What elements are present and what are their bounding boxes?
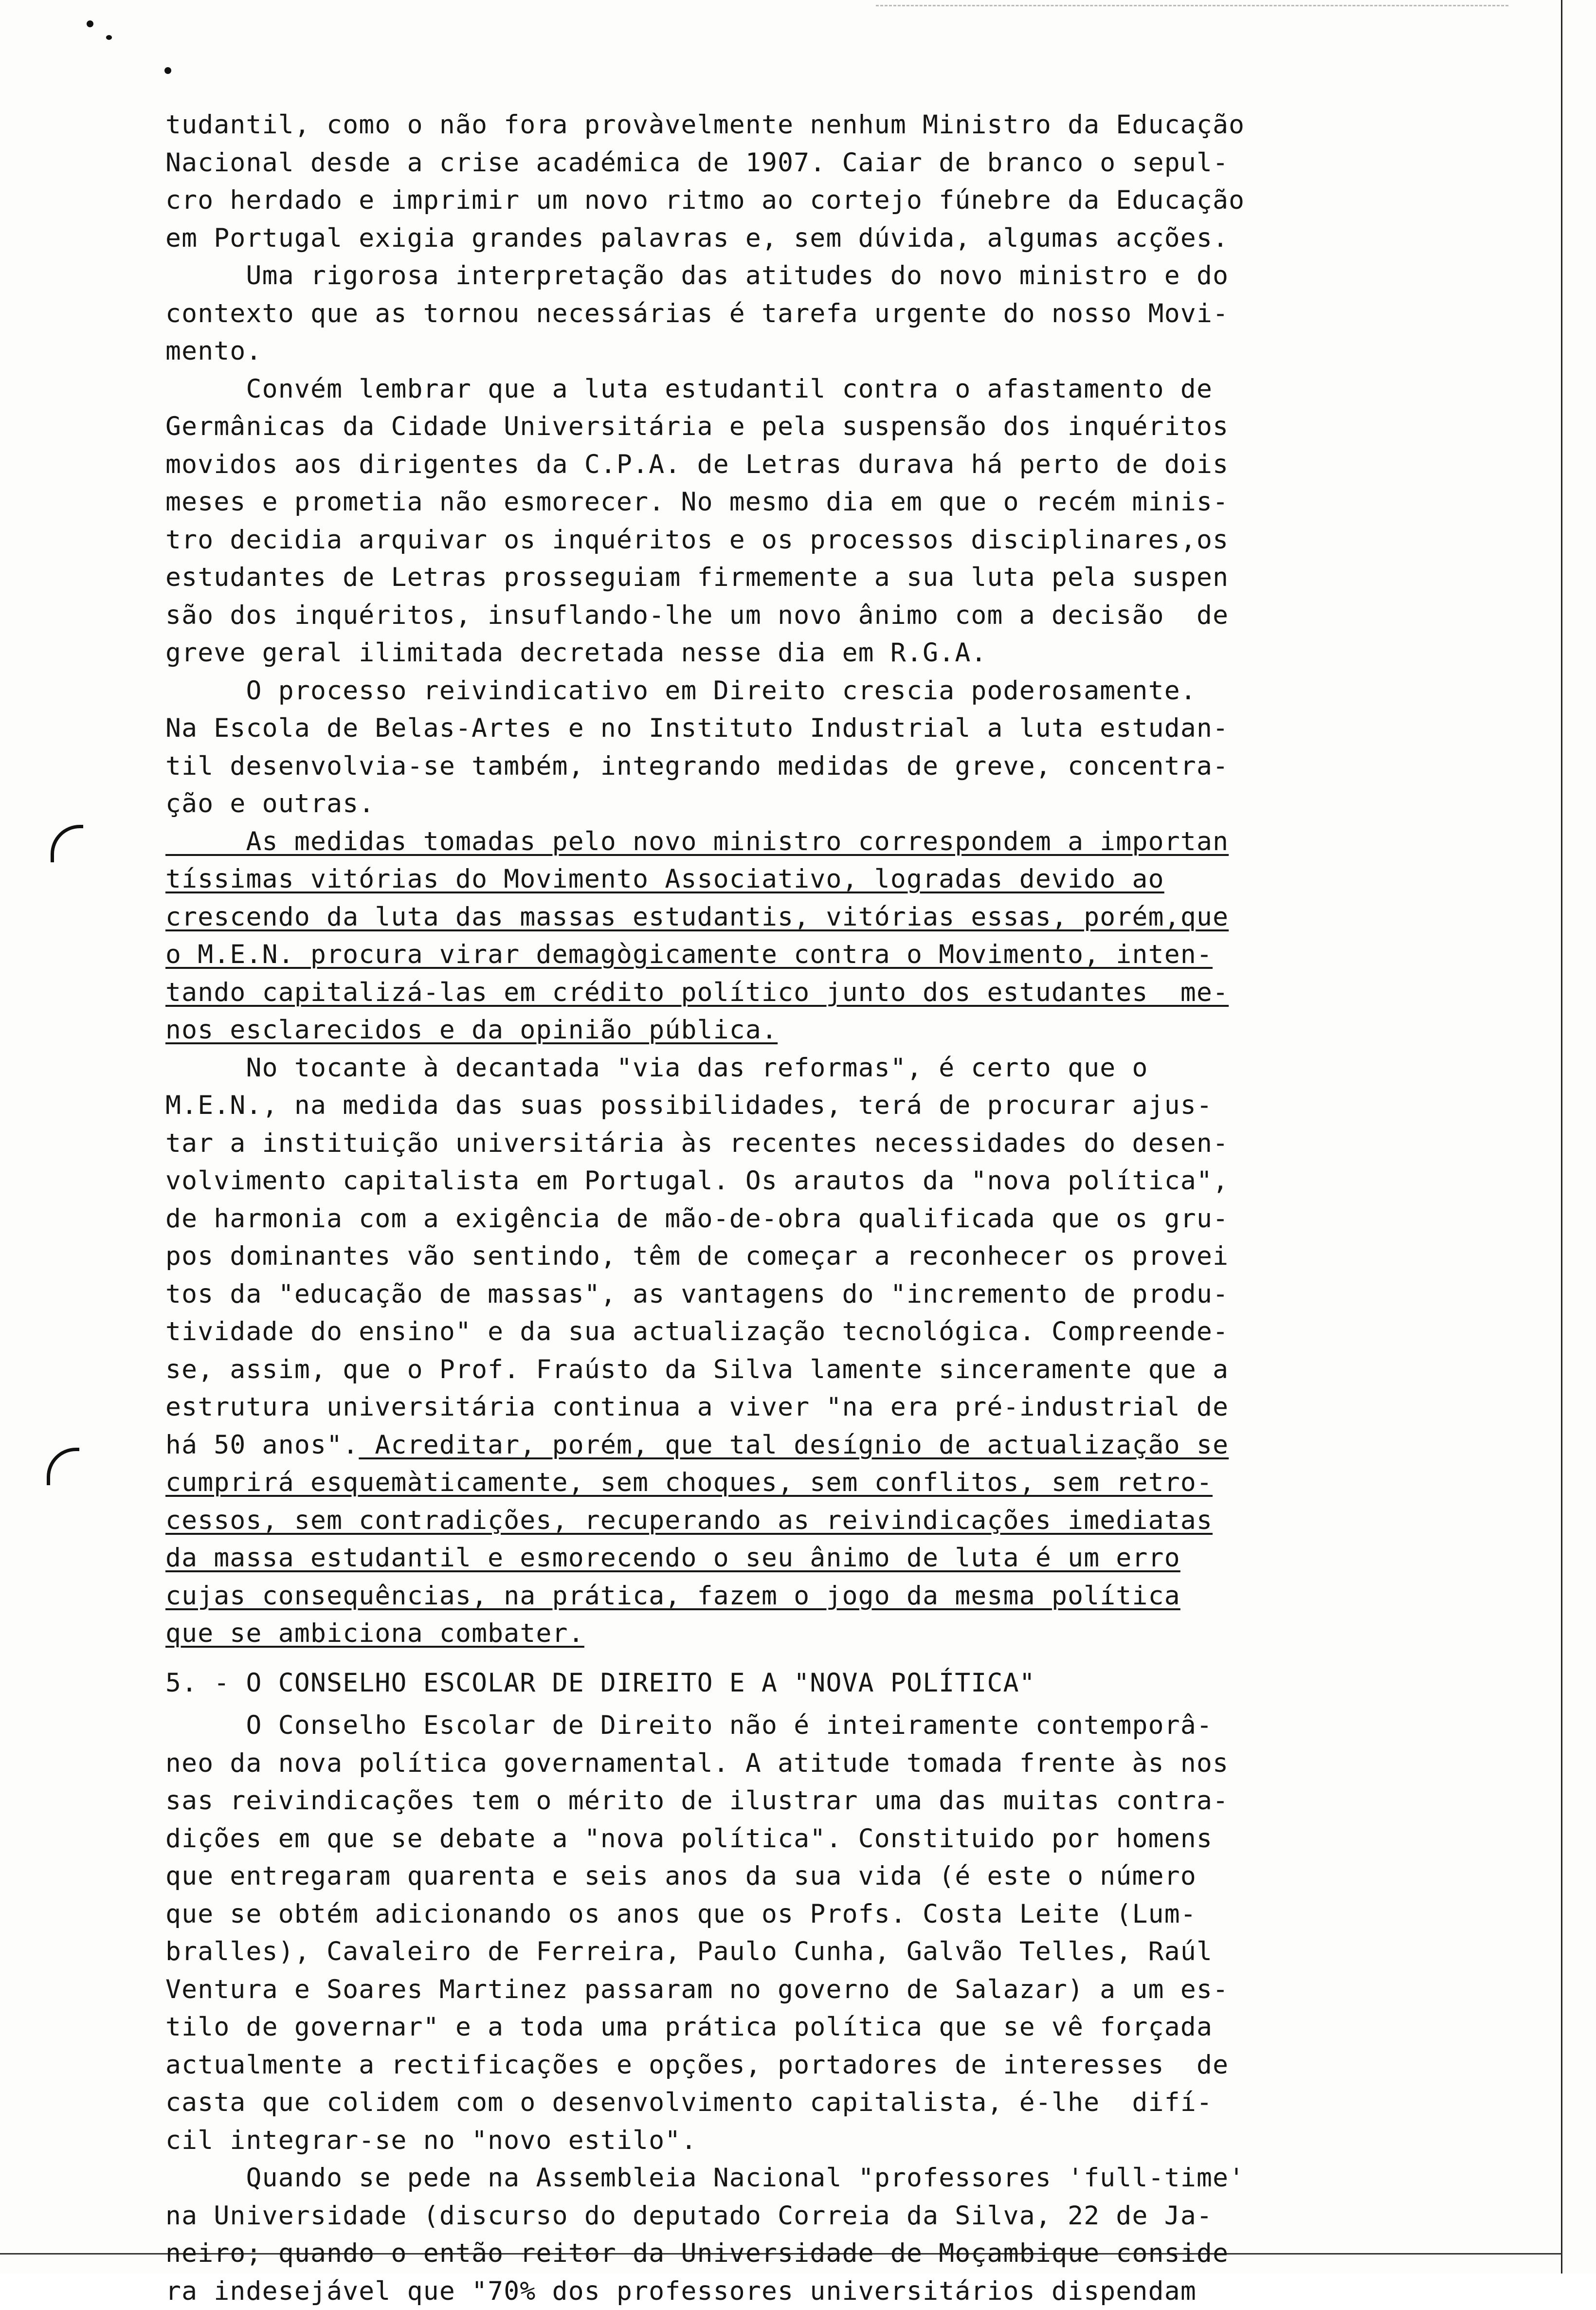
text-line: contexto que as tornou necessárias é tarefa urgente do nosso Movi- xyxy=(165,295,1450,333)
text-line: movidos aos dirigentes da C.P.A. de Letras durava há perto de dois xyxy=(165,446,1450,484)
text-line: estudantes de Letras prosseguiam firmemente a sua luta pela suspen xyxy=(165,559,1450,597)
scan-speck xyxy=(106,35,112,40)
text-line: dições em que se debate a "nova política". Constituido por homens xyxy=(165,1820,1450,1858)
text-fragment: há 50 anos". xyxy=(165,1430,359,1460)
punch-hole-mark xyxy=(47,1448,79,1485)
text-line: O Conselho Escolar de Direito não é inteiramente contemporâ- xyxy=(165,1707,1450,1745)
text-line xyxy=(165,1615,1450,1653)
text-line xyxy=(165,898,1450,936)
text-line: greve geral ilimitada decretada nesse dia em R.G.A. xyxy=(165,634,1450,672)
text-line: sas reivindicações tem o mérito de ilustrar uma das muitas contra- xyxy=(165,1782,1450,1820)
underlined-text: o M.E.N. procura virar demagògicamente contra o Movimento, inten- xyxy=(165,940,1213,969)
text-line: Uma rigorosa interpretação das atitudes do novo ministro e do xyxy=(165,257,1450,295)
text-line xyxy=(165,974,1450,1012)
section-heading: 5. - O CONSELHO ESCOLAR DE DIREITO E A "NOVA POLÍTICA" xyxy=(165,1664,1450,1702)
text-line xyxy=(165,823,1450,861)
text-line: Na Escola de Belas-Artes e no Instituto Industrial a luta estudan- xyxy=(165,709,1450,747)
scan-speck xyxy=(164,67,171,74)
text-line: tos da "educação de massas", as vantagens do "incremento de produ- xyxy=(165,1275,1450,1313)
underlined-text: Acreditar, porém, que tal desígnio de actualização se xyxy=(359,1430,1229,1460)
text-line: pos dominantes vão sentindo, têm de começar a reconhecer os provei xyxy=(165,1237,1450,1275)
underlined-text: cujas consequências, na prática, fazem o jogo da mesma política xyxy=(165,1581,1180,1611)
text-line: tro decidia arquivar os inquéritos e os processos disciplinares,os xyxy=(165,521,1450,559)
text-line xyxy=(165,1426,1450,1464)
text-line: tilo de governar" e a toda uma prática política que se vê forçada xyxy=(165,2008,1450,2046)
text-line: que se obtém adicionando os anos que os Profs. Costa Leite (Lum- xyxy=(165,1895,1450,1933)
text-line: Ventura e Soares Martinez passaram no governo de Salazar) a um es- xyxy=(165,1971,1450,2009)
text-line: em Portugal exigia grandes palavras e, sem dúvida, algumas acções. xyxy=(165,219,1450,257)
text-line: til desenvolvia-se também, integrando medidas de greve, concentra- xyxy=(165,747,1450,785)
right-margin-rule xyxy=(1561,0,1562,2274)
text-line: actualmente a rectificações e opções, portadores de interesses de xyxy=(165,2046,1450,2084)
text-line: No tocante à decantada "via das reformas", é certo que o xyxy=(165,1049,1450,1087)
text-line: M.E.N., na medida das suas possibilidades, terá de procurar ajus- xyxy=(165,1087,1450,1125)
text-line: tudantil, como o não fora provàvelmente nenhum Ministro da Educação xyxy=(165,106,1450,144)
underlined-text: nos esclarecidos e da opinião pública. xyxy=(165,1015,778,1045)
text-line xyxy=(165,860,1450,898)
text-line xyxy=(165,1011,1450,1049)
text-line: tividade do ensino" e da sua actualização tecnológica. Compreende- xyxy=(165,1313,1450,1351)
text-line: se, assim, que o Prof. Fraústo da Silva lamente sinceramente que a xyxy=(165,1351,1450,1389)
text-line: meses e prometia não esmorecer. No mesmo dia em que o recém minis- xyxy=(165,483,1450,521)
text-line: Germânicas da Cidade Universitária e pela suspensão dos inquéritos xyxy=(165,408,1450,446)
text-line: cil integrar-se no "novo estilo". xyxy=(165,2122,1450,2160)
text-line: casta que colidem com o desenvolvimento capitalista, é-lhe difí- xyxy=(165,2084,1450,2122)
text-line: estrutura universitária continua a viver "na era pré-industrial de xyxy=(165,1388,1450,1426)
text-line xyxy=(165,1502,1450,1540)
text-line: volvimento capitalista em Portugal. Os arautos da "nova política", xyxy=(165,1162,1450,1200)
text-line: neiro; quando o então reitor da Universidade de Moçambique conside xyxy=(165,2235,1450,2273)
scan-speck xyxy=(87,20,93,27)
scan-artifact-dashes xyxy=(876,5,1508,8)
text-line xyxy=(165,1464,1450,1502)
text-line: são dos inquéritos, insuflando-lhe um novo ânimo com a decisão de xyxy=(165,597,1450,635)
text-line: Nacional desde a crise académica de 1907. Caiar de branco o sepul- xyxy=(165,144,1450,182)
text-line: Quando se pede na Assembleia Nacional "professores 'full-time' xyxy=(165,2159,1450,2197)
underlined-text: cessos, sem contradições, recuperando as reivindicações imediatas xyxy=(165,1506,1213,1535)
text-line: cro herdado e imprimir um novo ritmo ao cortejo fúnebre da Educação xyxy=(165,182,1450,219)
text-line: ção e outras. xyxy=(165,785,1450,823)
text-line xyxy=(165,936,1450,974)
text-line xyxy=(165,1577,1450,1615)
text-line: neo da nova política governamental. A atitude tomada frente às nos xyxy=(165,1745,1450,1783)
underlined-text: da massa estudantil e esmorecendo o seu ânimo de luta é um erro xyxy=(165,1543,1180,1573)
text-line: que entregaram quarenta e seis anos da sua vida (é este o número xyxy=(165,1857,1450,1895)
underlined-text: que se ambiciona combater. xyxy=(165,1619,584,1648)
text-line: Convém lembrar que a luta estudantil contra o afastamento de xyxy=(165,370,1450,408)
underlined-text: crescendo da luta das massas estudantis, vitórias essas, porém,que xyxy=(165,902,1229,932)
underlined-text: tando capitalizá-las em crédito político junto dos estudantes me- xyxy=(165,978,1229,1007)
punch-hole-mark xyxy=(51,825,83,862)
text-line: na Universidade (discurso do deputado Correia da Silva, 22 de Ja- xyxy=(165,2197,1450,2235)
underlined-text: cumprirá esquemàticamente, sem choques, sem conflitos, sem retro- xyxy=(165,1468,1213,1497)
underlined-text: tíssimas vitórias do Movimento Associativo, logradas devido ao xyxy=(165,864,1164,894)
text-line xyxy=(165,1539,1450,1577)
text-line: ra indesejável que "70% dos professores universitários dispendam xyxy=(165,2273,1450,2310)
text-line: tar a instituição universitária às recentes necessidades do desen- xyxy=(165,1125,1450,1163)
text-line: mento. xyxy=(165,332,1450,370)
document-body xyxy=(165,106,1450,2310)
text-line: de harmonia com a exigência de mão-de-obra qualificada que os gru- xyxy=(165,1200,1450,1238)
text-line: O processo reivindicativo em Direito crescia poderosamente. xyxy=(165,672,1450,710)
underlined-text: As medidas tomadas pelo novo ministro correspondem a importan xyxy=(165,827,1229,856)
text-line: bralles), Cavaleiro de Ferreira, Paulo Cunha, Galvão Telles, Raúl xyxy=(165,1933,1450,1971)
